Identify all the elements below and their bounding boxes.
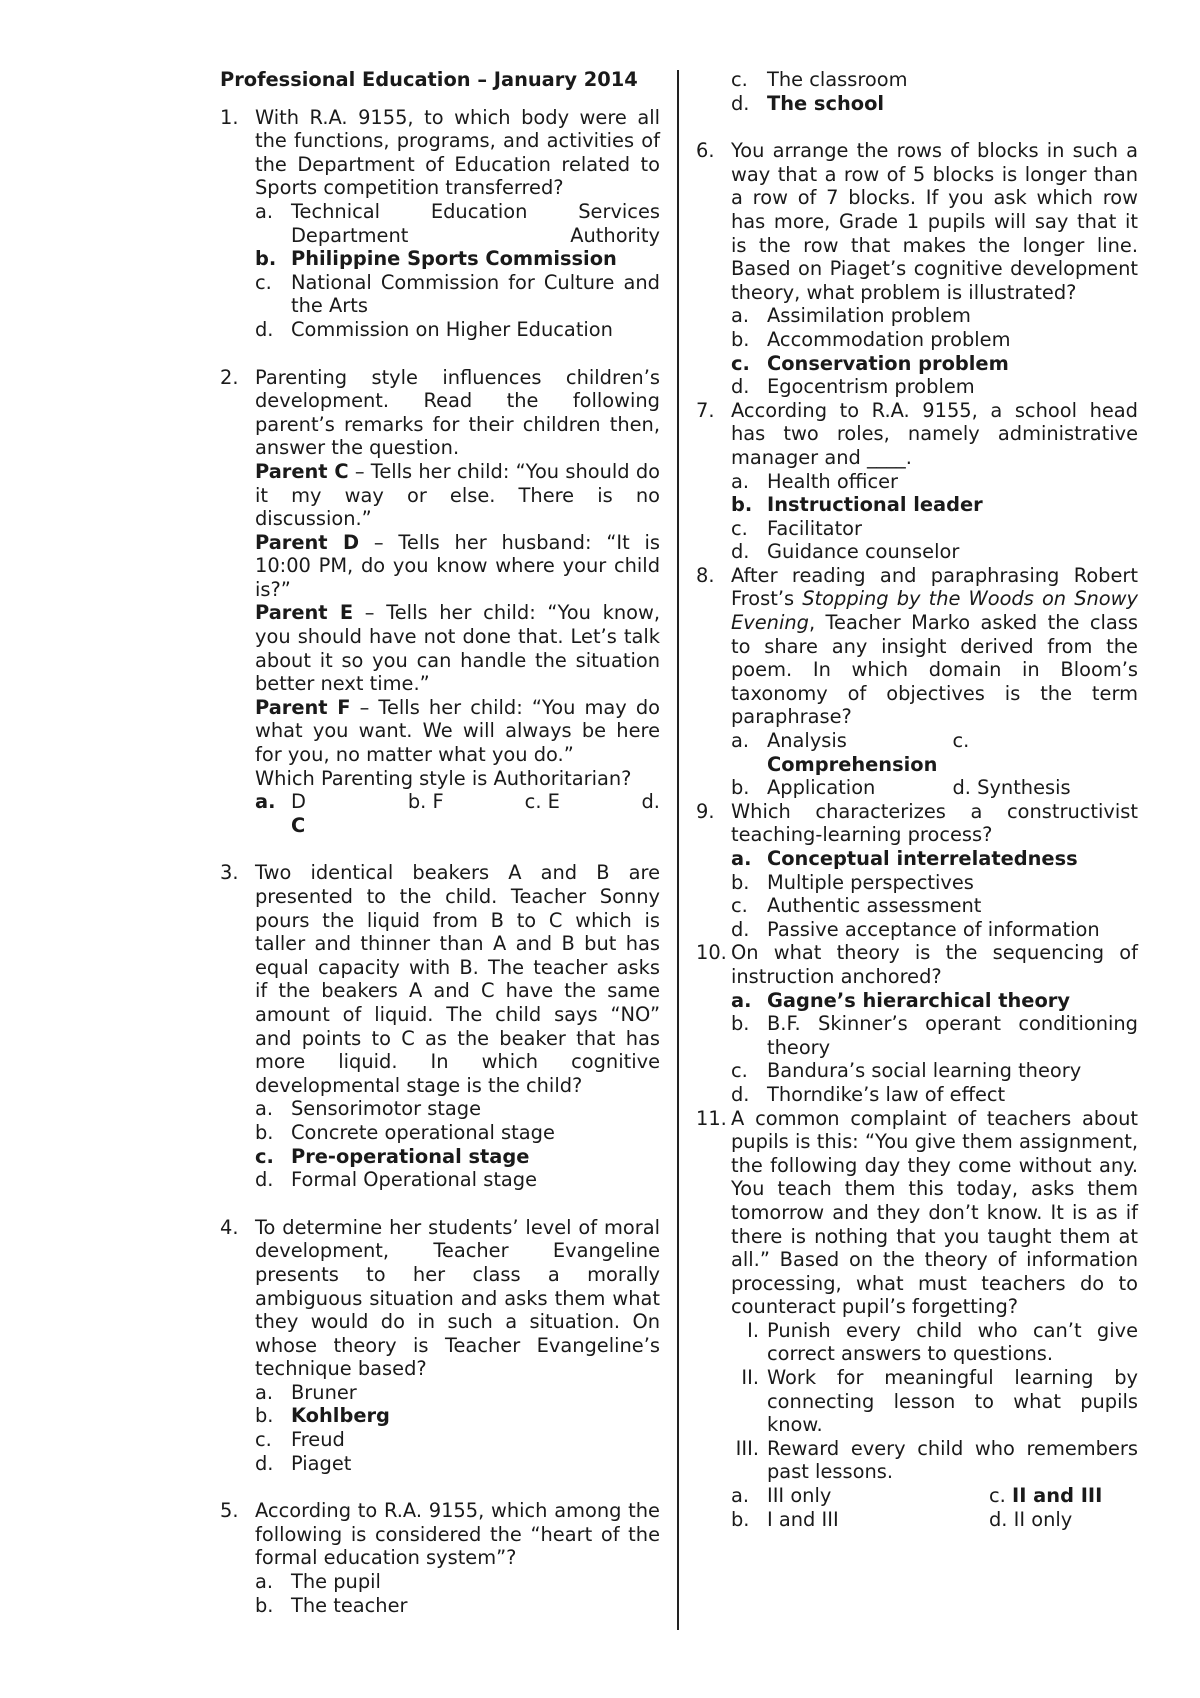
poem-title: Stopping by the Woods on Snowy Evening bbox=[731, 587, 1138, 635]
option-c: c. Freud bbox=[255, 1428, 345, 1452]
option-c-answer: c. II and III bbox=[989, 1484, 1103, 1508]
question-stem: Which characterizes a constructivist teaching-learning process? bbox=[731, 799, 1138, 847]
option-b: b. B.F. Skinner’s operant conditioning theory bbox=[731, 1012, 1138, 1059]
option-text: Health officer bbox=[767, 469, 899, 493]
question-5 bbox=[220, 1499, 660, 1617]
option-a: D bbox=[291, 790, 306, 814]
question-5-continued bbox=[696, 68, 1138, 115]
option-text: Egocentrism problem bbox=[767, 375, 975, 399]
option-a: a. The pupil bbox=[255, 1570, 381, 1594]
option-text: Commission on Higher Education bbox=[291, 317, 613, 341]
option-text: Bandura’s social learning theory bbox=[767, 1059, 1082, 1083]
question-number: 11. bbox=[696, 1106, 727, 1130]
option-c-answer: Comprehension bbox=[767, 752, 938, 776]
question-2 bbox=[220, 366, 660, 838]
option-text: Piaget bbox=[291, 1451, 352, 1475]
option-d: d. Piaget bbox=[255, 1451, 352, 1475]
question-6 bbox=[696, 139, 1138, 399]
page-title: Professional Education – January 2014 bbox=[220, 68, 638, 91]
question-8 bbox=[696, 564, 1138, 800]
option-text: National Commission for Culture and the Arts bbox=[291, 270, 660, 318]
question-3 bbox=[220, 861, 660, 1191]
option-text: Freud bbox=[291, 1428, 345, 1452]
question-number: 3. bbox=[220, 861, 239, 885]
question-number: 10. bbox=[696, 941, 727, 965]
option-a: III only bbox=[767, 1484, 832, 1508]
question-4 bbox=[220, 1216, 660, 1476]
question-number: 5. bbox=[220, 1499, 239, 1523]
question-9 bbox=[696, 800, 1138, 942]
option-d: d. Passive acceptance of information bbox=[731, 917, 1100, 941]
option-text: Facilitator bbox=[767, 516, 863, 540]
item-text: Punish every child who can’t give correct answers to questions. bbox=[767, 1318, 1138, 1366]
option-b-answer: b. Instructional leader bbox=[731, 493, 983, 517]
option-text: Passive acceptance of information bbox=[767, 917, 1100, 941]
option-text: B.F. Skinner’s operant conditioning theory bbox=[767, 1012, 1138, 1059]
question-number: 2. bbox=[220, 365, 239, 389]
option-text: The school bbox=[767, 91, 885, 115]
option-d: d. Thorndike’s law of effect bbox=[731, 1082, 1006, 1106]
option-text: The teacher bbox=[291, 1593, 408, 1617]
option-text: Pre-operational stage bbox=[291, 1144, 530, 1168]
option-d: d. Egocentrism problem bbox=[731, 375, 975, 399]
roman-item-3: III. Reward every child who remembers past lessons. bbox=[735, 1436, 1138, 1484]
options-row-1: a. III only c. II and III bbox=[731, 1484, 1138, 1508]
item-text: Reward every child who remembers past lessons. bbox=[767, 1436, 1138, 1484]
question-stem: A common complaint of teachers about pupils is this: “You give them assignment, the following day they come without any. You teach them this today, asks them tomorrow and they don’t know. It is as if there is nothing that you taught them at all.” Based on the theory of information processing, what must teachers do to counteract pupil’s forgetting? bbox=[731, 1106, 1138, 1319]
options-row: a. D b. F c. E d. C bbox=[255, 790, 660, 837]
option-b: b. Multiple perspectives bbox=[731, 870, 974, 894]
question-prompt: Which Parenting style is Authoritarian? bbox=[255, 766, 632, 790]
option-text: Gagne’s hierarchical theory bbox=[767, 988, 1070, 1012]
option-d: d. Commission on Higher Education bbox=[255, 317, 613, 341]
option-b: I and III bbox=[767, 1507, 839, 1531]
option-b-answer: b. Kohlberg bbox=[255, 1404, 390, 1428]
option-text: Instructional leader bbox=[767, 493, 983, 517]
question-number: 6. bbox=[696, 139, 715, 163]
option-text: Conservation problem bbox=[767, 351, 1009, 375]
option-text: Multiple perspectives bbox=[767, 870, 974, 894]
option-text: Bruner bbox=[291, 1380, 357, 1404]
option-d-answer: C bbox=[291, 813, 306, 837]
question-1 bbox=[220, 106, 660, 342]
option-text: Thorndike’s law of effect bbox=[767, 1082, 1006, 1106]
option-c: c. Facilitator bbox=[731, 516, 863, 540]
option-a: a. Health officer bbox=[731, 469, 899, 493]
left-column bbox=[220, 68, 660, 1617]
option-a-answer: a. Gagne’s hierarchical theory bbox=[731, 988, 1070, 1012]
question-stem: With R.A. 9155, to which body were all the functions, programs, and activities of the Department of Education related to Sports competition transferred? bbox=[255, 105, 660, 200]
option-text: Conceptual interrelatedness bbox=[767, 847, 1078, 870]
option-d-letter: d. bbox=[641, 790, 660, 814]
option-c-answer: c. Conservation problem bbox=[731, 351, 1009, 375]
option-c: c. National Commission for Culture and the Arts bbox=[255, 270, 660, 318]
option-text: Assimilation problem bbox=[767, 304, 971, 328]
right-column bbox=[696, 68, 1138, 1531]
option-text: Sensorimotor stage bbox=[291, 1097, 482, 1121]
parent-e-remark: Parent E – Tells her child: “You know, you should have not done that. Let’s talk about it so you can handle the situation better next time.” bbox=[255, 601, 660, 696]
option-d: d. Synthesis bbox=[952, 776, 1071, 800]
option-b: b. Concrete operational stage bbox=[255, 1120, 555, 1144]
question-number: 8. bbox=[696, 563, 715, 587]
option-c: c. Authentic assessment bbox=[731, 894, 982, 918]
question-number: 1. bbox=[220, 105, 239, 129]
option-text: Kohlberg bbox=[291, 1404, 390, 1428]
option-text: Guidance counselor bbox=[767, 540, 960, 564]
option-a-answer: a. Conceptual interrelatedness bbox=[731, 847, 1078, 870]
question-stem: According to R.A. 9155, which among the following is considered the “heart of the formal education system”? bbox=[255, 1499, 660, 1570]
item-text: Work for meaningful learning by connecting lesson to what pupils know. bbox=[767, 1366, 1138, 1437]
option-c-answer: c. Pre-operational stage bbox=[255, 1144, 530, 1168]
option-d-answer: d. The school bbox=[731, 91, 885, 115]
option-d: d. Guidance counselor bbox=[731, 540, 960, 564]
option-a: a. Technical Education Services Department Authority bbox=[255, 199, 660, 247]
option-c: c. E bbox=[524, 790, 560, 814]
option-text: Accommodation problem bbox=[767, 327, 1011, 351]
option-c: c. The classroom bbox=[731, 68, 908, 91]
option-text: Philippine Sports Commission bbox=[291, 247, 617, 271]
question-stem: To determine her students’ level of moral development, Teacher Evangeline presents to her class a morally ambiguous situation and asks them what they would do in such a situation. On whose theory is Teacher Evangeline’s technique based? bbox=[255, 1215, 660, 1381]
option-a: Analysis bbox=[767, 729, 847, 753]
question-10 bbox=[696, 941, 1138, 1106]
option-d: d. Formal Operational stage bbox=[255, 1168, 538, 1192]
option-a: a. Bruner bbox=[255, 1380, 357, 1404]
option-c: c. Bandura’s social learning theory bbox=[731, 1059, 1082, 1083]
question-11 bbox=[696, 1107, 1138, 1532]
question-stem: After reading and paraphrasing Robert Frost’s Stopping by the Woods on Snowy Evening, Teacher Marko asked the class to share any insight derived from the poem. In which domain in Bloom’s taxonomy of objectives is the term paraphrase? bbox=[731, 563, 1138, 729]
option-text: The classroom bbox=[767, 68, 908, 91]
roman-item-1: I. Punish every child who can’t give correct answers to questions. bbox=[747, 1318, 1138, 1366]
option-d: d. II only bbox=[989, 1507, 1073, 1531]
option-a: a. Sensorimotor stage bbox=[255, 1097, 482, 1121]
question-number: 7. bbox=[696, 398, 715, 422]
parent-f-remark: Parent F – Tells her child: “You may do what you want. We will always be here for you, no matter what you do.” bbox=[255, 695, 661, 767]
option-text: The pupil bbox=[291, 1570, 381, 1594]
option-c-letter: c. bbox=[952, 729, 970, 753]
question-number: 4. bbox=[220, 1215, 239, 1239]
question-stem: You arrange the rows of blocks in such a way that a row of 5 blocks is longer than a row of 7 blocks. If you ask which row has more, Grade 1 pupils will say that it is the row that makes the longer line. Based on Piaget’s cognitive development theory, what problem is illustrated? bbox=[731, 139, 1138, 304]
question-number: 9. bbox=[696, 799, 715, 823]
option-text: Concrete operational stage bbox=[291, 1120, 555, 1144]
column-divider bbox=[677, 70, 679, 1630]
option-b: b. The teacher bbox=[255, 1593, 408, 1617]
question-stem: Parenting style influences children’s development. Read the following parent’s remarks for their children then, answer the question. bbox=[255, 365, 660, 460]
option-b: b. F bbox=[407, 790, 444, 814]
question-stem: According to R.A. 9155, a school head has two roles, namely administrative manager and ____. bbox=[731, 398, 1138, 469]
parent-c-remark: Parent C – Tells her child: “You should do it my way or else. There is no discussion.” bbox=[255, 459, 660, 531]
option-text: Technical Education Services Department Authority bbox=[291, 199, 660, 247]
option-b-answer: b. Philippine Sports Commission bbox=[255, 247, 617, 271]
options-row-2: b. I and III d. II only bbox=[731, 1508, 1138, 1532]
question-7 bbox=[696, 399, 1138, 564]
question-stem: On what theory is the sequencing of instruction anchored? bbox=[731, 941, 1138, 988]
option-b: Application bbox=[767, 776, 876, 800]
option-a: a. Assimilation problem bbox=[731, 304, 971, 328]
option-text: Authentic assessment bbox=[767, 894, 982, 918]
roman-item-2: II. Work for meaningful learning by connecting lesson to what pupils know. bbox=[741, 1366, 1138, 1437]
option-text: Formal Operational stage bbox=[291, 1168, 538, 1192]
parent-d-remark: Parent D – Tells her husband: “It is 10:00 PM, do you know where your child is?” bbox=[255, 530, 660, 601]
question-stem: Two identical beakers A and B are presented to the child. Teacher Sonny pours the liquid from B to C which is taller and thinner than A and B but has equal capacity with B. The teacher asks if the beakers A and C have the same amount of liquid. The child says “NO” and points to C as the beaker that has more liquid. In which cognitive developmental stage is the child? bbox=[255, 861, 660, 1097]
options-row-1: a. Analysis c. Comprehension bbox=[731, 729, 1138, 776]
options-row-2: b. Application d. Synthesis bbox=[731, 776, 1138, 800]
option-b: b. Accommodation problem bbox=[731, 327, 1011, 351]
